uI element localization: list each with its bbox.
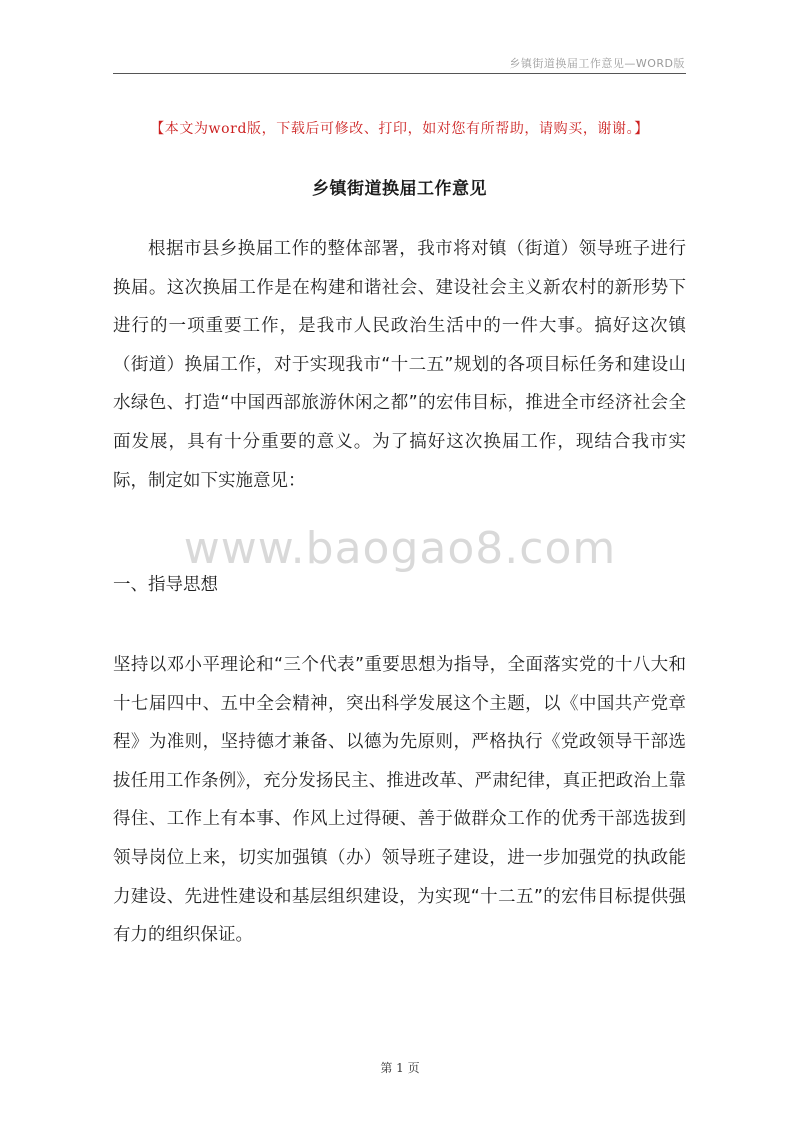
intro-paragraph: 根据市县乡换届工作的整体部署，我市将对镇（街道）领导班子进行换届。这次换届工作是在构建和谐社会、建设社会主义新农村的新形势下进行的一项重要工作，是我市人民政治生活中的一件大事。搞好这次镇（街道）换届工作，对于实现我市“十二五”规划的各项目标任务和建设山水绿色、打造“中国西部旅游休闲之都”的宏伟目标，推进全市经济社会全面发展，具有十分重要的意义。为了搞好这次换届工作，现结合我市实际，制定如下实施意见： <box>113 239 686 491</box>
page-number: 第 1 页 <box>380 1061 420 1075</box>
watermark: www.baogao8.com <box>183 523 617 574</box>
running-header: 乡镇街道换届工作意见—WORD版 <box>509 57 685 70</box>
download-notice: 【本文为word版，下载后可修改、打印，如对您有所帮助，请购买，谢谢。】 <box>150 121 649 137</box>
document-title: 乡镇街道换届工作意见 <box>312 179 487 199</box>
header-divider <box>113 73 686 74</box>
section-heading-guiding-ideology: 一、指导思想 <box>113 575 218 595</box>
section-paragraph-guiding-ideology: 坚持以邓小平理论和“三个代表”重要思想为指导，全面落实党的十八大和十七届四中、五中全会精神，突出科学发展这个主题，以《中国共产党章程》为准则，坚持德才兼备、以德为先原则，严格执行《党政领导干部选拔任用工作条例》，充分发扬民主、推进改革、严肃纪律，真正把政治上靠得住、工作上有本事、作风上过得硬、善于做群众工作的优秀干部选拔到领导岗位上来，切实加强镇（办）领导班子建设，进一步加强党的执政能力建设、先进性建设和基层组织建设，为实现“十二五”的宏伟目标提供强有力的组织保证。 <box>113 655 686 946</box>
